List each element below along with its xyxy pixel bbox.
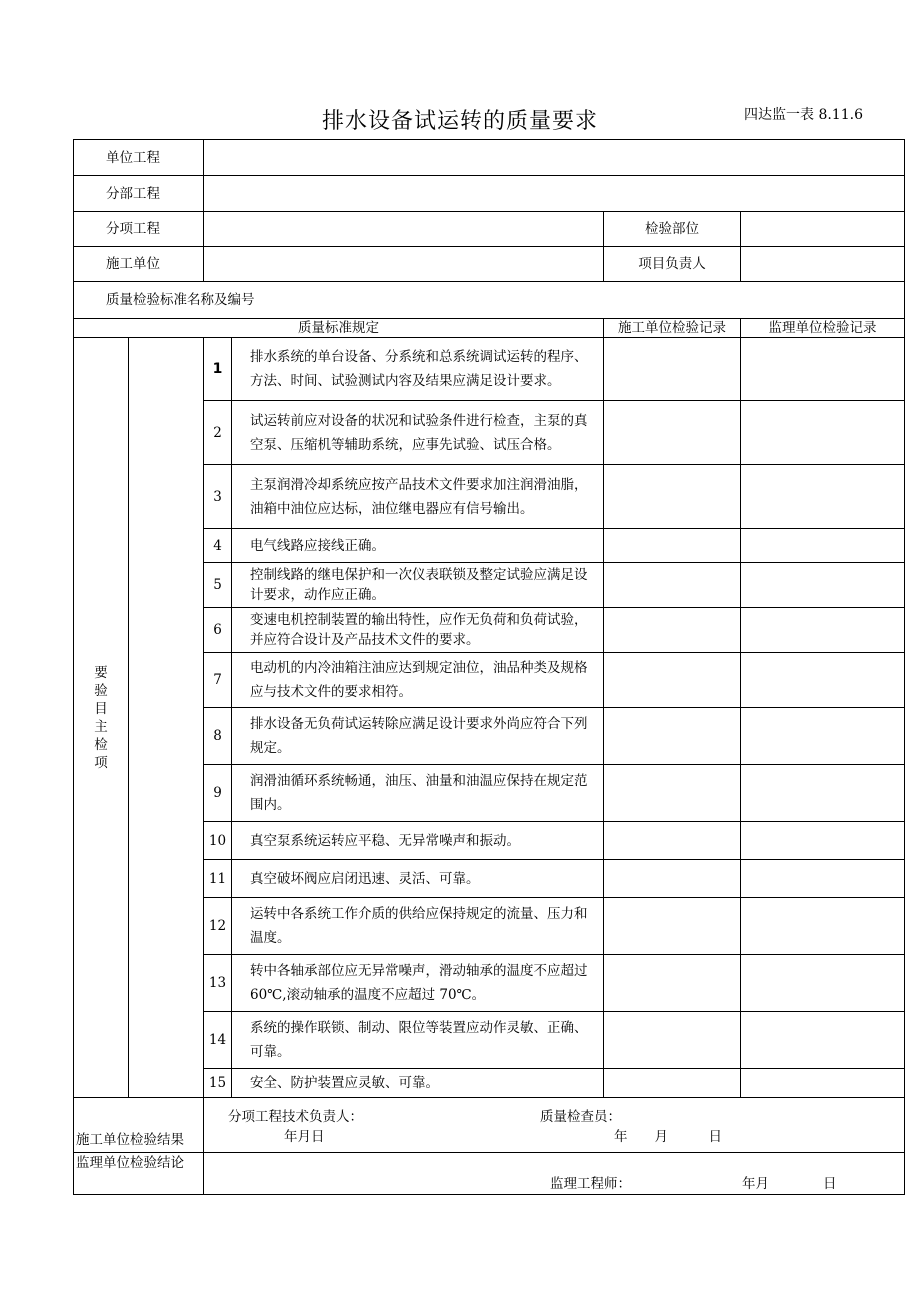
supervision-record-cell[interactable]	[741, 465, 905, 529]
supervision-conclusion-label: 监理单位检验结论	[74, 1153, 204, 1195]
main-items-group-label: 要 验 目 主 检 项	[74, 338, 129, 1098]
date-left: 年月日	[284, 1129, 325, 1145]
item-number: 7	[204, 653, 232, 708]
construction-record-cell[interactable]	[604, 653, 741, 708]
col-header-construction-record: 施工单位检验记录	[604, 319, 741, 338]
construction-record-cell[interactable]	[604, 563, 741, 608]
construction-result-label: 施工单位检验结果	[74, 1098, 204, 1153]
inspection-part-value[interactable]	[741, 212, 905, 247]
item-number: 1	[204, 338, 232, 401]
date-right: 年 月 日	[614, 1129, 722, 1145]
quality-inspector-label: 质量检查员：	[540, 1109, 621, 1125]
construction-record-cell[interactable]	[604, 822, 741, 860]
supervision-record-cell[interactable]	[741, 1012, 905, 1069]
supervision-conclusion-cell[interactable]	[204, 1153, 905, 1195]
item-number: 10	[204, 822, 232, 860]
standard-name-label: 质量检验标准名称及编号	[74, 282, 905, 319]
item-text: 运转中各系统工作介质的供给应保持规定的流量、压力和温度。	[232, 898, 604, 955]
supervision-engineer-label: 监理工程师：	[550, 1176, 631, 1192]
project-leader-label: 项目负责人	[604, 247, 741, 282]
item-text: 排水设备无负荷试运转除应满足设计要求外尚应符合下列规定。	[232, 708, 604, 765]
item-number: 8	[204, 708, 232, 765]
construction-record-cell[interactable]	[604, 708, 741, 765]
item-number: 5	[204, 563, 232, 608]
construction-unit-value[interactable]	[204, 247, 604, 282]
col-header-supervision-record: 监理单位检验记录	[741, 319, 905, 338]
page-title: 排水设备试运转的质量要求	[321, 109, 598, 134]
item-project-value[interactable]	[204, 212, 604, 247]
supervision-record-cell[interactable]	[741, 653, 905, 708]
sub-project-label: 分部工程	[74, 176, 204, 212]
item-project-label: 分项工程	[74, 212, 204, 247]
tech-leader-label: 分项工程技术负责人：	[228, 1109, 363, 1125]
construction-record-cell[interactable]	[604, 338, 741, 401]
item-number: 3	[204, 465, 232, 529]
item-number: 2	[204, 401, 232, 465]
supervision-record-cell[interactable]	[741, 338, 905, 401]
item-text: 排水系统的单台设备、分系统和总系统调试运转的程序、方法、时间、试验测试内容及结果应满足设计要求。	[232, 338, 604, 401]
construction-record-cell[interactable]	[604, 401, 741, 465]
item-number: 15	[204, 1069, 232, 1098]
group-spacer	[129, 338, 204, 1098]
item-number: 9	[204, 765, 232, 822]
sub-project-value[interactable]	[204, 176, 905, 212]
construction-record-cell[interactable]	[604, 765, 741, 822]
item-number: 13	[204, 955, 232, 1012]
construction-record-cell[interactable]	[604, 1069, 741, 1098]
project-leader-value[interactable]	[741, 247, 905, 282]
construction-record-cell[interactable]	[604, 529, 741, 563]
item-number: 14	[204, 1012, 232, 1069]
supervision-record-cell[interactable]	[741, 529, 905, 563]
supervision-record-cell[interactable]	[741, 898, 905, 955]
inspection-table	[73, 139, 905, 1195]
item-text: 真空破坏阀应启闭迅速、灵活、可靠。	[232, 860, 604, 898]
item-number: 6	[204, 608, 232, 653]
unit-project-value[interactable]	[204, 140, 905, 176]
item-text: 变速电机控制装置的输出特性，应作无负荷和负荷试验，并应符合设计及产品技术文件的要求。	[232, 608, 604, 653]
construction-record-cell[interactable]	[604, 465, 741, 529]
construction-record-cell[interactable]	[604, 1012, 741, 1069]
construction-unit-label: 施工单位	[74, 247, 204, 282]
col-header-standard: 质量标准规定	[74, 319, 604, 338]
form-number: 四达监一表 8.11.6	[744, 107, 863, 123]
supervision-record-cell[interactable]	[741, 955, 905, 1012]
supervision-record-cell[interactable]	[741, 608, 905, 653]
supervision-record-cell[interactable]	[741, 822, 905, 860]
item-text: 安全、防护装置应灵敏、可靠。	[232, 1069, 604, 1098]
supervision-record-cell[interactable]	[741, 401, 905, 465]
inspection-part-label: 检验部位	[604, 212, 741, 247]
construction-record-cell[interactable]	[604, 860, 741, 898]
item-text: 控制线路的继电保护和一次仪表联锁及整定试验应满足设计要求，动作应正确。	[232, 563, 604, 608]
supervision-record-cell[interactable]	[741, 765, 905, 822]
item-text: 润滑油循环系统畅通，油压、油量和油温应保持在规定范围内。	[232, 765, 604, 822]
supervision-record-cell[interactable]	[741, 1069, 905, 1098]
unit-project-label: 单位工程	[74, 140, 204, 176]
item-text: 系统的操作联锁、制动、限位等装置应动作灵敏、正确、可靠。	[232, 1012, 604, 1069]
supervision-record-cell[interactable]	[741, 860, 905, 898]
construction-result-cell[interactable]	[204, 1098, 905, 1153]
item-number: 12	[204, 898, 232, 955]
item-text: 转中各轴承部位应无异常噪声，滑动轴承的温度不应超过 60℃,滚动轴承的温度不应超过 70℃。	[232, 955, 604, 1012]
item-text: 真空泵系统运转应平稳、无异常噪声和振动。	[232, 822, 604, 860]
construction-record-cell[interactable]	[604, 898, 741, 955]
supervision-record-cell[interactable]	[741, 708, 905, 765]
item-text: 试运转前应对设备的状况和试验条件进行检查，主泵的真空泵、压缩机等辅助系统，应事先试验、试压合格。	[232, 401, 604, 465]
item-number: 4	[204, 529, 232, 563]
supervision-record-cell[interactable]	[741, 563, 905, 608]
item-text: 电气线路应接线正确。	[232, 529, 604, 563]
construction-record-cell[interactable]	[604, 955, 741, 1012]
item-text: 电动机的内冷油箱注油应达到规定油位，油品种类及规格应与技术文件的要求相符。	[232, 653, 604, 708]
date-supervision: 年月 日	[742, 1176, 837, 1192]
item-text: 主泵润滑冷却系统应按产品技术文件要求加注润滑油脂，油箱中油位应达标，油位继电器应有信号输出。	[232, 465, 604, 529]
item-number: 11	[204, 860, 232, 898]
construction-record-cell[interactable]	[604, 608, 741, 653]
